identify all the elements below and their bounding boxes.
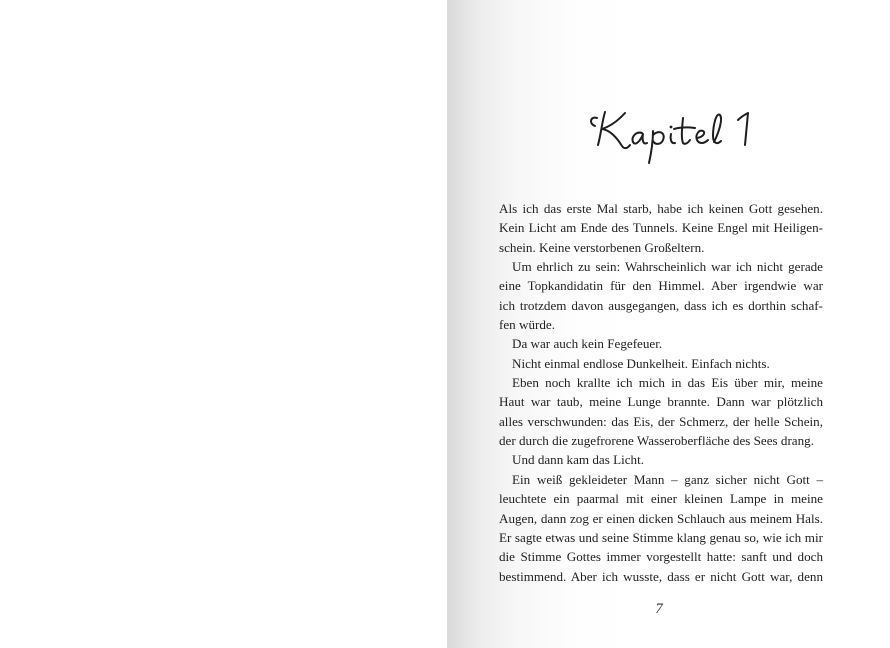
chapter-title <box>567 96 777 166</box>
right-page <box>447 0 890 648</box>
text-line-4: Um ehrlich zu sein: Wahrscheinlich war ich nicht gerade <box>512 259 823 275</box>
text-line-15: Ein weiß gekleideter Mann – ganz sicher nicht Gott – <box>512 471 823 487</box>
text-line-14: Und dann kam das Licht. <box>512 452 644 468</box>
page-number: 7 <box>655 601 663 617</box>
text-line-5: eine Topkandidatin für den Himmel. Aber irgendwie war <box>499 278 823 294</box>
text-line-17: Augen, dann zog er einen dicken Schlauch aus meinem Hals. <box>499 510 823 526</box>
text-line-1: Als ich das erste Mal starb, habe ich keinen Gott gesehen. <box>499 201 823 216</box>
text-line-3: schein. Keine verstorbenen Großeltern. <box>499 239 705 255</box>
chapter-body-text <box>499 199 823 586</box>
chapter-title-script-drawing <box>567 96 777 166</box>
text-line-11: Haut war taub, meine Lunge brannte. Dann war plötzlich <box>499 394 823 410</box>
text-line-16: leuchtete ein paarmal mit einer kleinen Lampe in meine <box>499 491 823 507</box>
text-line-20: bestimmend. Aber ich wusste, dass er nicht Gott war, denn <box>499 568 823 584</box>
text-line-2: Kein Licht am Ende des Tunnels. Keine Engel mit Heiligen- <box>499 220 823 236</box>
text-line-6: ich trotzdem davon ausgegangen, dass ich es dorthin schaf- <box>499 297 823 313</box>
text-line-12: alles verschwunden: das Eis, der Schmerz, der helle Schein, <box>499 413 823 429</box>
text-line-13: der durch die zugefrorene Wasseroberfläche des Sees drang. <box>499 433 814 449</box>
text-line-18: Er sagte etwas und seine Stimme klang genau so, wie ich mir <box>499 529 823 545</box>
text-line-10: Eben noch krallte ich mich in das Eis über mir, meine <box>512 375 823 391</box>
text-line-9: Nicht einmal endlose Dunkelheit. Einfach nichts. <box>512 355 770 371</box>
text-line-19: die Stimme Gottes immer vorgestellt hatte: sanft und doch <box>499 549 823 565</box>
text-line-7: fen würde. <box>499 317 555 333</box>
text-line-8: Da war auch kein Fegefeuer. <box>512 336 663 352</box>
